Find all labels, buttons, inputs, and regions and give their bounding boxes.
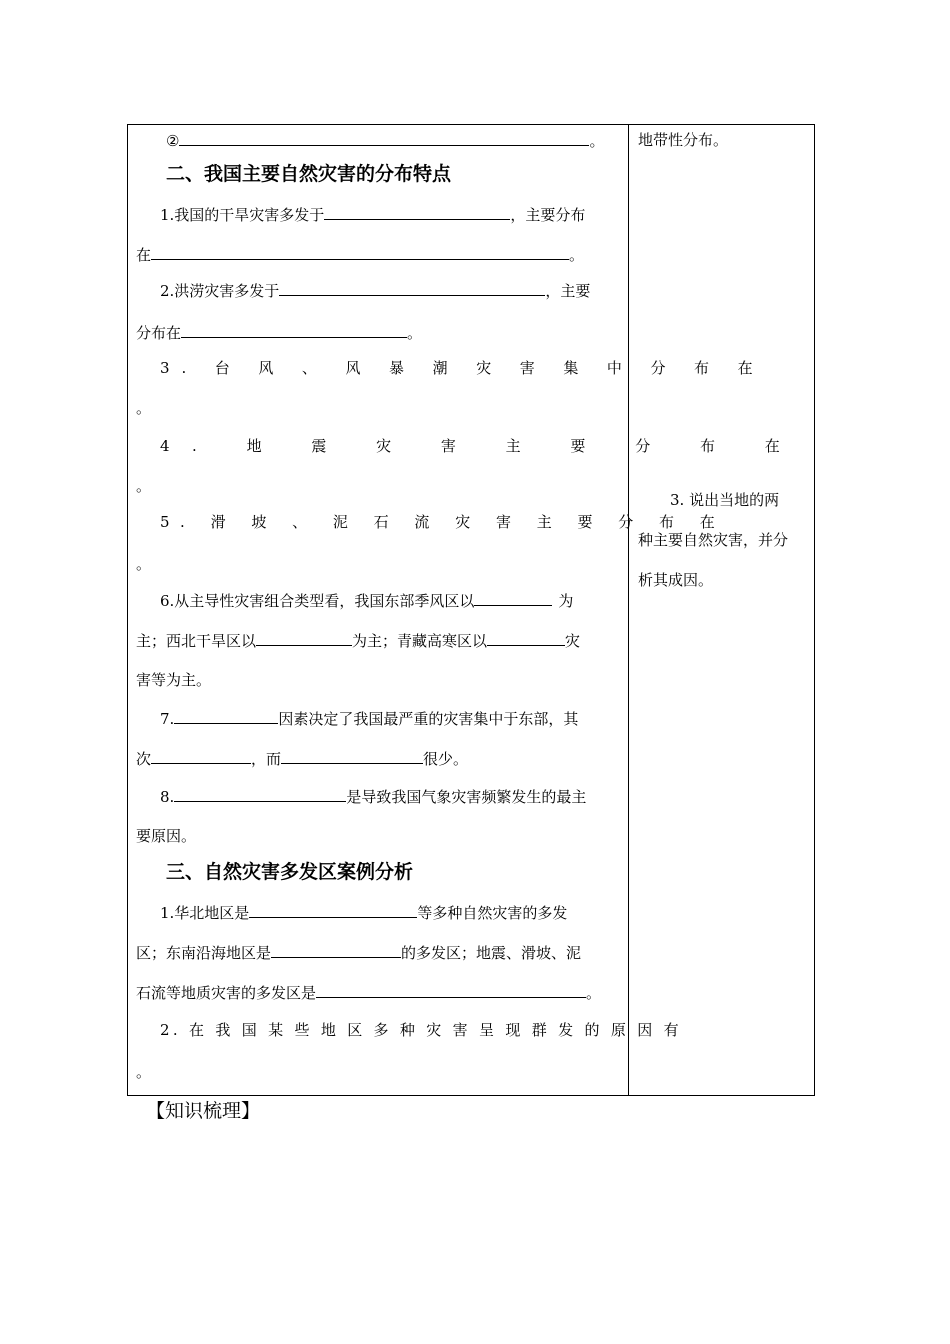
text: ，主要 <box>545 282 591 300</box>
section3-title: 三、自然灾害多发区案例分析 <box>166 861 414 883</box>
q3-line2: 。 <box>136 399 152 417</box>
s3q2-line2: 。 <box>136 1063 152 1081</box>
blank <box>487 630 565 646</box>
q8-line1 <box>160 786 586 807</box>
text: 石流等地质灾害的多发区是 <box>136 984 317 1002</box>
blank <box>151 748 251 764</box>
period: 。 <box>569 246 585 264</box>
s3q1-line2 <box>136 942 581 963</box>
q6-line3: 害等为主。 <box>136 671 212 689</box>
q3-line1: 3. 台 风 、 风 暴 潮 灾 害 集 中 分 布 在 <box>160 359 765 377</box>
text: 6.从主导性灾害组合类型看，我国东部季风区以 <box>160 592 475 610</box>
text: 是导致我国气象灾害频繁发生的最主 <box>346 788 587 806</box>
column-divider <box>628 124 629 1096</box>
q2-line2 <box>136 322 422 343</box>
s3q1-line3 <box>136 982 601 1003</box>
s3q2-line1: 2. 在 我 国 某 些 地 区 多 种 灾 害 呈 现 群 发 的 原 因 有 <box>160 1021 682 1039</box>
period: 。 <box>586 984 602 1002</box>
period: 。 <box>407 324 423 342</box>
text: ，而 <box>251 750 282 768</box>
text: 灾 <box>565 632 581 650</box>
period: 。 <box>589 132 605 150</box>
blank <box>249 902 417 918</box>
task3-line2: 种主要自然灾害，并分 <box>638 531 789 549</box>
q2-line1 <box>160 280 590 301</box>
blank <box>324 204 510 220</box>
right-top-text: 地带性分布。 <box>638 131 729 149</box>
blank <box>271 942 401 958</box>
blank <box>181 322 407 338</box>
text: 的多发区；地震、滑坡、泥 <box>401 944 582 962</box>
intro-line <box>166 130 604 151</box>
q5-line2: 。 <box>136 555 152 573</box>
knowledge-summary-title: 【知识梳理】 <box>146 1100 261 1122</box>
text: 为 <box>558 592 574 610</box>
blank <box>281 748 423 764</box>
text: 7. <box>160 710 175 728</box>
text: 2.洪涝灾害多发于 <box>160 282 280 300</box>
task3-line1: 3. 说出当地的两 <box>670 491 780 509</box>
text: 次 <box>136 750 152 768</box>
task3-line3: 析其成因。 <box>638 571 714 589</box>
q5-line1: 5. 滑 坡 、 泥 石 流 灾 害 主 要 分 布 在 <box>160 513 726 531</box>
blank <box>174 786 346 802</box>
text: 为主；青藏高寒区以 <box>352 632 488 650</box>
section2-title: 二、我国主要自然灾害的分布特点 <box>166 163 452 185</box>
s3q1-line1 <box>160 902 567 923</box>
q1-line2 <box>136 244 584 265</box>
text: 分布在 <box>136 324 182 342</box>
q8-line2: 要原因。 <box>136 827 197 845</box>
text: 1.我国的干旱灾害多发于 <box>160 206 325 224</box>
text: 很少。 <box>423 750 469 768</box>
q4-line1: 4. 地 震 灾 害 主 要 分 布 在 <box>160 437 803 455</box>
q4-line2: 。 <box>136 477 152 495</box>
text: 区；东南沿海地区是 <box>136 944 272 962</box>
blank <box>179 130 589 146</box>
text: 等多种自然灾害的多发 <box>417 904 568 922</box>
q6-line2 <box>136 630 580 651</box>
q1-line1 <box>160 204 585 225</box>
blank <box>151 244 569 260</box>
text: 在 <box>136 246 152 264</box>
q7-line2 <box>136 748 468 769</box>
blank <box>279 280 545 296</box>
blank <box>174 708 278 724</box>
blank <box>474 590 552 606</box>
q7-line1 <box>160 708 578 729</box>
text: 因素决定了我国最严重的灾害集中于东部，其 <box>278 710 579 728</box>
text: 8. <box>160 788 175 806</box>
blank <box>316 982 586 998</box>
text: 1.华北地区是 <box>160 904 250 922</box>
text: 主；西北干旱区以 <box>136 632 257 650</box>
text: ，主要分布 <box>510 206 586 224</box>
blank <box>256 630 352 646</box>
q6-line1 <box>160 590 573 611</box>
intro-marker: ② <box>166 132 180 150</box>
